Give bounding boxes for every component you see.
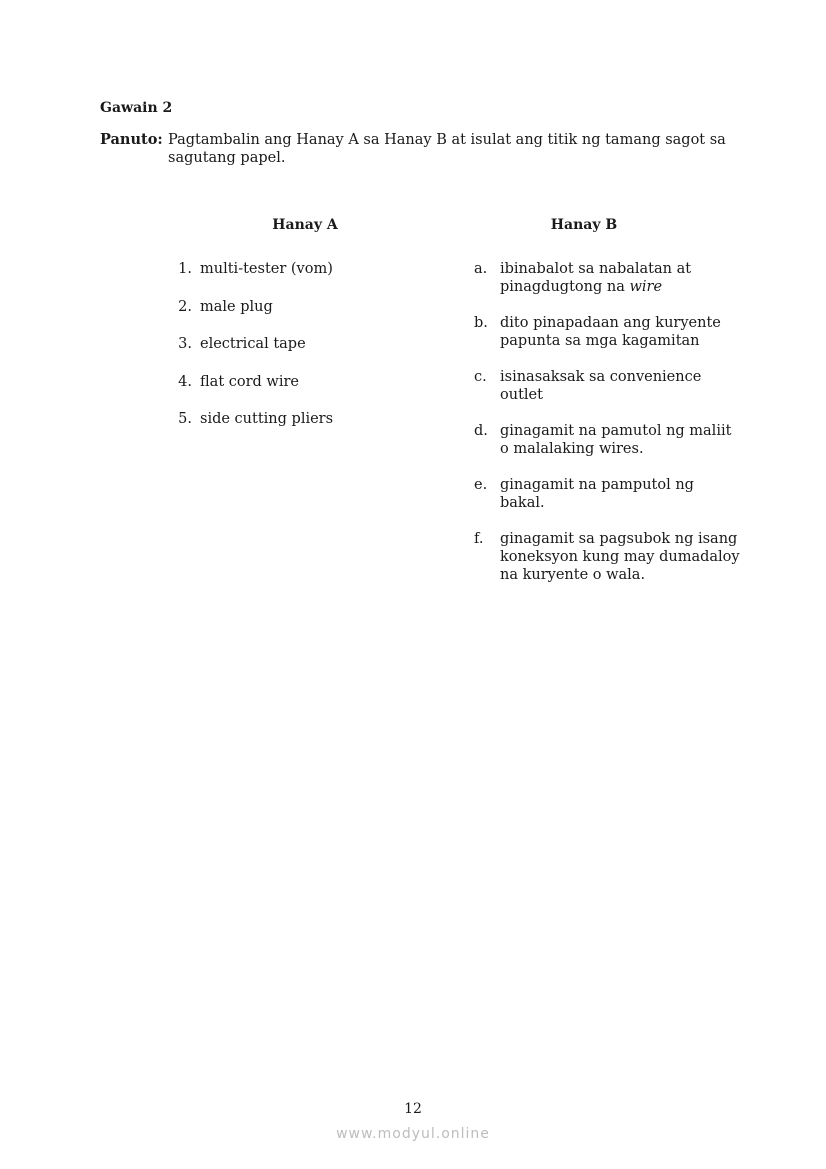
item-letter: a.	[474, 261, 488, 277]
item-text: flat cord wire	[200, 373, 299, 390]
column-b-item	[472, 368, 742, 404]
page-number: 12	[404, 1101, 422, 1117]
item-number: 2.	[178, 298, 192, 315]
item-letter: d.	[474, 423, 488, 439]
item-letter: c.	[474, 369, 487, 385]
item-letter: e.	[474, 477, 488, 493]
column-b-list	[472, 260, 742, 602]
item-number: 5.	[178, 411, 192, 427]
column-b-item	[472, 422, 742, 458]
item-text: ginagamit sa pagsubok ng isang koneksyon kung may dumadaloy na kuryente o wala.	[500, 531, 740, 583]
instructions-text: Pagtambalin ang Hanay A sa Hanay B at isulat ang titik ng tamang sagot sa sagutang papel.	[168, 132, 726, 166]
item-number: 4.	[178, 373, 192, 390]
column-b-item	[472, 314, 742, 350]
column-b-item	[472, 260, 742, 296]
item-number: 1.	[178, 261, 192, 277]
item-letter: b.	[474, 315, 488, 331]
item-text: multi-tester (vom)	[200, 261, 333, 277]
item-text: ginagamit na pamputol ng bakal.	[500, 477, 694, 511]
item-text: male plug	[200, 298, 273, 315]
column-b-item	[472, 476, 742, 512]
column-a-header: Hanay A	[272, 217, 338, 233]
column-b-header: Hanay B	[550, 217, 618, 233]
instructions	[100, 131, 740, 167]
item-text: ginagamit na pamutol ng maliit o malalaking wires.	[500, 423, 732, 457]
item-text: dito pinapadaan ang kuryente papunta sa mga kagamitan	[500, 315, 721, 349]
item-text-emphasis: wire	[629, 279, 663, 295]
item-text-main: ibinabalot sa nabalatan at pinagdugtong na	[500, 261, 692, 295]
item-text: electrical tape	[200, 336, 306, 352]
column-b-item	[472, 530, 742, 584]
item-letter: f.	[474, 531, 484, 547]
watermark: www.modyul.online	[336, 1126, 490, 1142]
item-text	[500, 260, 742, 296]
item-text: side cutting pliers	[200, 411, 334, 427]
item-number: 3.	[178, 336, 192, 352]
item-text: isinasaksak sa convenience outlet	[500, 369, 702, 403]
instructions-label: Panuto:	[100, 131, 163, 148]
activity-title: Gawain 2	[100, 100, 173, 116]
